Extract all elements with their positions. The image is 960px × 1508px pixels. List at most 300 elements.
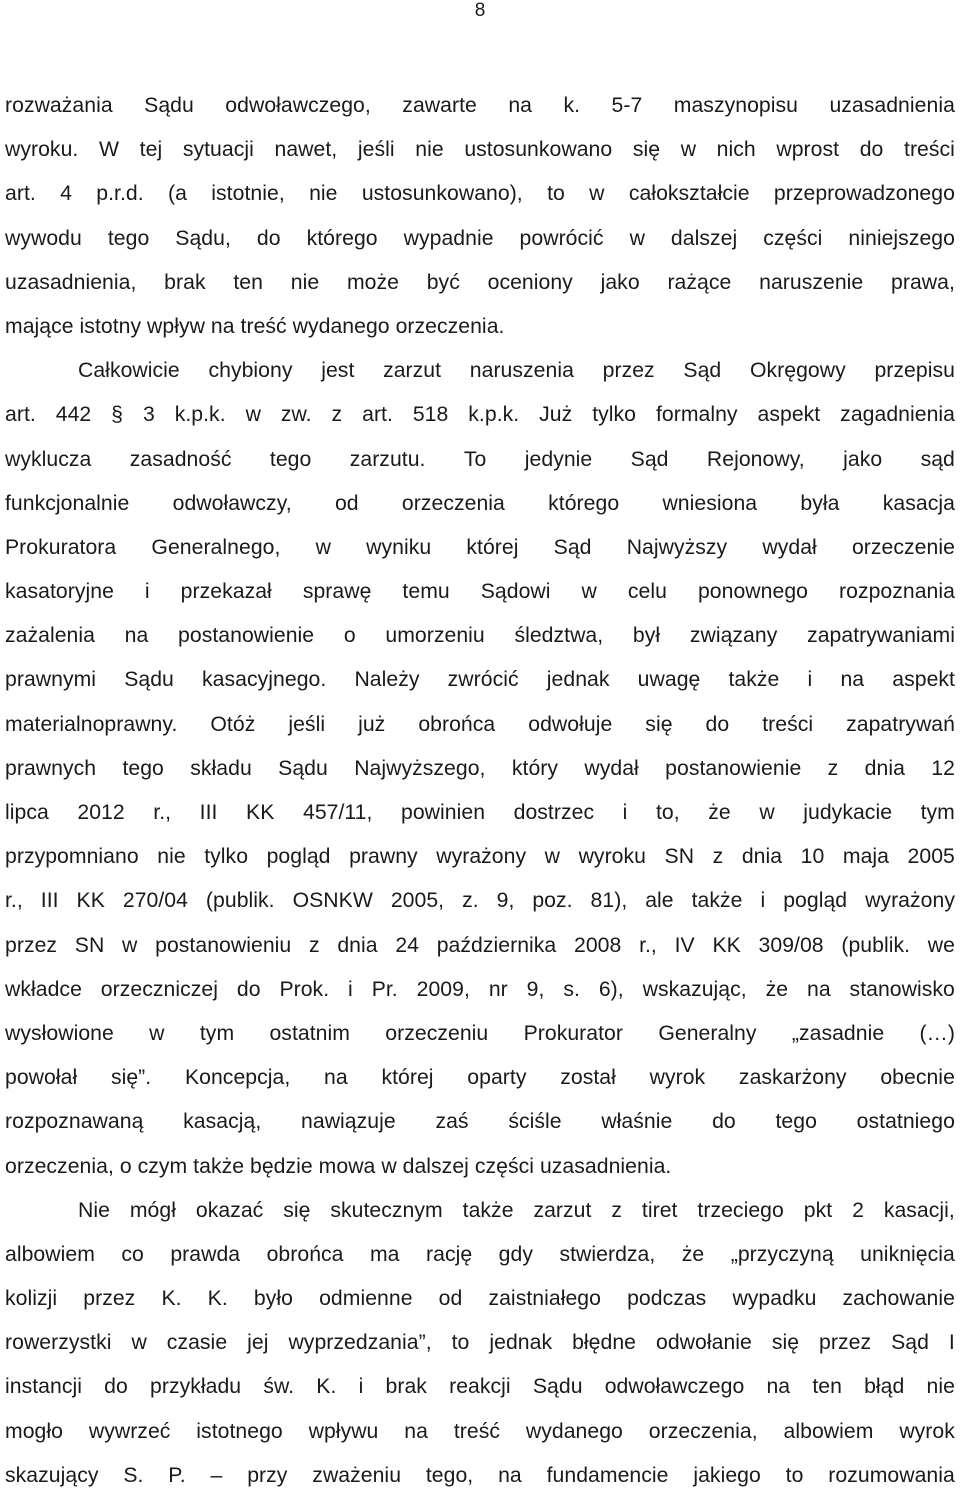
word: wydanego [525, 1419, 623, 1443]
word: aspekt [757, 403, 821, 427]
word: kolizji [5, 1287, 58, 1311]
word: wyroku [578, 845, 646, 869]
word: maja [842, 845, 889, 869]
word: Sądu [532, 1375, 583, 1399]
word: r., [639, 933, 657, 957]
word: (a [168, 182, 187, 206]
word: r., [153, 801, 172, 824]
word: nie [157, 845, 186, 869]
word: k.p.k. [174, 403, 226, 427]
word: Najwyższy [626, 535, 728, 559]
word: r., [5, 889, 23, 913]
word: może [346, 270, 399, 294]
word: Sądu [124, 668, 174, 692]
word: powołał [5, 1066, 78, 1090]
word: KK [246, 801, 275, 824]
word: art. [362, 403, 393, 427]
word: tylko [204, 845, 249, 869]
text-line [5, 934, 955, 978]
word: do [104, 1375, 128, 1399]
word: że [681, 1242, 705, 1266]
word: w [759, 801, 775, 824]
word: niniejszego [848, 226, 955, 250]
word: ten [812, 1375, 842, 1399]
word: powrócić [519, 226, 604, 250]
word: 5-7 [611, 94, 643, 117]
word: tego, [425, 1463, 474, 1487]
word: którego [306, 226, 378, 250]
word: odmienne [319, 1287, 413, 1311]
word: 4 [60, 182, 72, 206]
word: 270/04 [122, 889, 188, 913]
word: 9, [526, 977, 545, 1001]
word: uzasadnienia, [5, 270, 137, 294]
word: naruszenie [759, 270, 864, 294]
word: z [611, 1198, 623, 1222]
word: brak [164, 270, 206, 294]
word: odwoławczy, [172, 491, 292, 515]
word: 6), [598, 977, 624, 1001]
word: (…) [919, 1021, 955, 1045]
word: się [632, 138, 661, 162]
word: Najwyższego, [354, 756, 486, 780]
word: także [462, 1198, 514, 1222]
word: albowiem [783, 1419, 874, 1443]
word: OSNKW [292, 889, 373, 913]
word: Sądu [144, 94, 194, 117]
word: przez [602, 359, 655, 383]
text-line [5, 138, 955, 182]
word: zachowanie [842, 1287, 955, 1311]
word: której [381, 1066, 434, 1090]
word: wysłowione [5, 1021, 114, 1045]
word: instancji [5, 1375, 82, 1399]
word: czasie [166, 1331, 228, 1355]
word: k. [563, 94, 581, 117]
word: w [629, 226, 645, 250]
word: orzeczenia, [648, 1419, 758, 1443]
word: błędne [572, 1331, 637, 1355]
word: ściśle [508, 1110, 562, 1134]
word: Koncepcja, [184, 1066, 291, 1090]
word: funkcjonalnie [5, 491, 130, 515]
word: Sąd [630, 447, 669, 471]
word: jedynie [524, 447, 593, 471]
word: To [463, 447, 487, 471]
word: rozumowania [828, 1463, 955, 1487]
word: zaś [435, 1110, 469, 1134]
word: właśnie [601, 1110, 673, 1134]
text-line [5, 227, 955, 271]
word: że [708, 801, 731, 824]
word: jakiego [693, 1463, 761, 1487]
word: nie [415, 138, 444, 162]
word: stanowisko [849, 977, 955, 1001]
word: to [547, 182, 565, 206]
word: fundamencie [546, 1463, 669, 1487]
word: na [766, 1375, 791, 1399]
word: 2005 [907, 845, 955, 869]
word: w [544, 845, 561, 869]
word: w [589, 182, 605, 206]
text-line [5, 271, 955, 315]
word: Prokurator [523, 1021, 623, 1045]
word: ostatnim [269, 1021, 350, 1045]
word: I [948, 1331, 955, 1355]
word: Sąd [553, 535, 592, 559]
word: istotnego [196, 1419, 283, 1443]
word: jej [247, 1331, 269, 1355]
word: wypadnie [403, 226, 494, 250]
word: rozważania [5, 94, 113, 117]
word: K. [316, 1375, 337, 1399]
word: na [806, 977, 831, 1001]
word: zw. [280, 403, 312, 427]
word: pkt [803, 1198, 833, 1222]
word: wyrażony [436, 845, 527, 869]
word: kasacji, [883, 1198, 955, 1222]
word: okazać [195, 1198, 264, 1222]
word: od [334, 491, 359, 515]
word: temu [402, 580, 450, 604]
word: postanowienie [178, 624, 315, 648]
word: 2 [852, 1198, 864, 1222]
word: był [632, 624, 661, 648]
word: zarzut [533, 1198, 592, 1222]
word: wyniku [366, 535, 432, 559]
word: była [800, 491, 840, 515]
word: dostrzec [513, 801, 595, 824]
word: Sądu, [175, 226, 231, 250]
word: tylko [592, 403, 637, 427]
word: zaskarżony [738, 1066, 847, 1090]
word: zaistniałego [488, 1287, 601, 1311]
word: do [859, 138, 884, 162]
word: z [712, 845, 724, 869]
word: który [511, 756, 559, 780]
word: już [358, 712, 386, 736]
word: Sąd [683, 359, 722, 383]
word: formalny [655, 403, 738, 427]
word: Otóż [210, 712, 256, 736]
word: nie [309, 182, 338, 206]
word: zażalenia [5, 624, 95, 648]
word: 518 [412, 403, 449, 427]
word: na [498, 1463, 522, 1487]
word: k.p.k. [468, 403, 520, 427]
word: tego [269, 447, 312, 471]
document-body [5, 94, 955, 1508]
word: przeprowadzonego [773, 182, 955, 206]
word: wskazując, [642, 977, 747, 1001]
word: obrońca [418, 712, 496, 736]
word: skazujący [5, 1463, 99, 1487]
word: „zasadnie [791, 1021, 885, 1045]
text-line [5, 1110, 955, 1154]
word: wypadku [732, 1287, 817, 1311]
word: przykładu [150, 1375, 242, 1399]
word: podczas [627, 1287, 707, 1311]
word: treści [762, 712, 814, 736]
word: i [622, 801, 628, 824]
word: zagadnienia [840, 403, 955, 427]
word: orzeczniczej [100, 977, 218, 1001]
word: wydał [762, 535, 817, 559]
word: przepisu [874, 359, 955, 383]
word: obrońca [266, 1242, 344, 1266]
word: SN [664, 845, 695, 869]
word: chybiony [208, 359, 293, 383]
word: Sądowi [480, 580, 551, 604]
word: nr [488, 977, 508, 1001]
word: w [581, 580, 597, 604]
word: się”. [110, 1066, 152, 1090]
word: skutecznym [330, 1198, 443, 1222]
word: poz. [532, 889, 573, 913]
word: na [404, 1419, 428, 1443]
word: św. [263, 1375, 295, 1399]
word: odwoławczego, [225, 94, 371, 117]
word: uzasadnienia [829, 94, 955, 117]
word: III [199, 801, 218, 824]
word: Sądu [278, 756, 328, 780]
word: wniesiona [662, 491, 758, 515]
word: o [343, 624, 356, 648]
word: umorzeniu [385, 624, 485, 648]
word: w [245, 403, 261, 427]
word: ustosunkowano [464, 138, 613, 162]
word: do [705, 712, 730, 736]
word: wyrok [899, 1419, 955, 1443]
line-text: mające istotny wpływ na treść wydanego orzeczenia. [5, 314, 505, 338]
word: oparty [467, 1066, 527, 1090]
word: dalszej [670, 226, 738, 250]
text-line [5, 448, 955, 492]
word: naruszenia [469, 359, 574, 383]
word: 442 [55, 403, 92, 427]
word: Całkowicie [78, 359, 180, 383]
word: powinien [401, 801, 486, 824]
word: KK [712, 933, 741, 957]
word: orzeczenie [851, 535, 955, 559]
word: wprost [776, 138, 840, 162]
text-line [5, 1066, 955, 1110]
text-line [5, 315, 955, 359]
word: zawarte [402, 94, 477, 117]
word: 457/11, [302, 801, 373, 824]
text-line [5, 978, 955, 1022]
word: do [256, 226, 281, 250]
word: zasadność [129, 447, 232, 471]
text-line [5, 1375, 955, 1419]
word: odwoławczego [604, 1375, 745, 1399]
word: śledztwa, [514, 624, 604, 648]
word: pogląd [266, 845, 331, 869]
word: się [645, 712, 673, 736]
word: prawda [170, 1242, 241, 1266]
word: i [760, 889, 766, 913]
word: którego [548, 491, 620, 515]
text-line [5, 845, 955, 889]
word: to [451, 1331, 470, 1355]
word: uniknięcia [860, 1242, 955, 1266]
word: S. [123, 1463, 144, 1487]
word: tego [107, 226, 150, 250]
word: przez [5, 933, 58, 957]
word: art. [5, 182, 36, 206]
word: treść [453, 1419, 500, 1443]
word: to [785, 1463, 804, 1487]
word: stwierdza, [559, 1242, 656, 1266]
word: pogląd [783, 889, 848, 913]
word: jeśli [288, 712, 326, 736]
word: z [308, 933, 320, 957]
word: wywodu [5, 226, 82, 250]
word: (publik. [205, 889, 275, 913]
word: także [728, 668, 780, 692]
text-line [5, 1199, 955, 1243]
word: KK [76, 889, 105, 913]
word: trzeciego [697, 1198, 784, 1222]
word: także [691, 889, 743, 913]
word: materialnoprawny. [5, 712, 178, 736]
word: było [253, 1287, 293, 1311]
text-line [5, 624, 955, 668]
word: Pr. [371, 977, 398, 1001]
word: Rejonowy, [706, 447, 805, 471]
text-line [5, 359, 955, 403]
word: 10 [800, 845, 825, 869]
word: orzeczenia [401, 491, 505, 515]
word: albowiem [5, 1242, 95, 1266]
word: ustosunkowano), [361, 182, 523, 206]
word: wywrzeć [88, 1419, 171, 1443]
word: się [771, 1331, 800, 1355]
word: zapatrywań [846, 712, 955, 736]
word: to, [656, 801, 680, 824]
word: został [560, 1066, 616, 1090]
word: wyroku. [5, 138, 79, 162]
word: której [466, 535, 519, 559]
word: całokształcie [628, 182, 750, 206]
text-line [5, 1287, 955, 1331]
word: 9, [496, 889, 515, 913]
word: zwrócić [447, 668, 519, 692]
word: odwołanie [656, 1331, 752, 1355]
word: że [765, 977, 789, 1001]
word: Już [539, 403, 573, 427]
word: rowerzystki [5, 1331, 112, 1355]
word: przez [819, 1331, 872, 1355]
word: sytuacji [182, 138, 254, 162]
text-line [5, 1420, 955, 1464]
word: w [149, 1021, 165, 1045]
word: p.r.d. [96, 182, 144, 206]
word: 3 [142, 403, 155, 427]
word: ale [645, 889, 674, 913]
text-line [5, 668, 955, 712]
word: w [122, 933, 138, 957]
text-line [5, 580, 955, 624]
word: odwołuje [528, 712, 613, 736]
word: części [763, 226, 823, 250]
word: brak [385, 1375, 427, 1399]
word: kasatoryjne [5, 580, 114, 604]
text-line [5, 1243, 955, 1287]
word: ponownego [697, 580, 808, 604]
word: – [210, 1463, 223, 1487]
word: do [712, 1110, 736, 1134]
word: 2012 [77, 801, 125, 824]
word: K. [161, 1287, 182, 1311]
word: na [508, 94, 532, 117]
word: IV [674, 933, 695, 957]
word: uwagę [637, 668, 701, 692]
word: istotnie, [211, 182, 285, 206]
text-line [5, 403, 955, 447]
word: 2008 [574, 933, 622, 957]
word: co [121, 1242, 144, 1266]
word: ten [233, 270, 263, 294]
text-line [5, 492, 955, 536]
word: ma [369, 1242, 400, 1266]
word: kasacją, [183, 1110, 262, 1134]
word: z. [462, 889, 479, 913]
word: s. [563, 977, 580, 1001]
word: zarzutu. [349, 447, 426, 471]
word: prawny [349, 845, 418, 869]
word: na [324, 1066, 348, 1090]
word: października [436, 933, 557, 957]
word: P. [168, 1463, 186, 1487]
word: zarzut [383, 359, 442, 383]
word: mogło [5, 1419, 63, 1443]
word: W [98, 138, 120, 162]
word: kasacja [882, 491, 955, 515]
word: nie [926, 1375, 955, 1399]
word: wkładce [5, 977, 82, 1001]
word: rozpoznania [839, 580, 955, 604]
word: sąd [920, 447, 955, 471]
word: przy [247, 1463, 288, 1487]
word: tej [139, 138, 163, 162]
word: rację [426, 1242, 473, 1266]
word: nich [716, 138, 756, 162]
text-line [5, 94, 955, 138]
word: sprawę [302, 580, 372, 604]
word: dnia [741, 845, 783, 869]
text-line [5, 713, 955, 757]
word: w [315, 535, 331, 559]
word: na [124, 624, 149, 648]
word: tym [199, 1021, 235, 1045]
word: nawet, [274, 138, 338, 162]
word: judykacie [803, 801, 893, 824]
word: jako [843, 447, 883, 471]
word: od [438, 1287, 463, 1311]
word: art. [5, 403, 36, 427]
word: reakcji [449, 1375, 511, 1399]
word: SN [74, 933, 105, 957]
word: się [283, 1198, 311, 1222]
line-text: orzeczenia, o czym także będzie mowa w dalszej części uzasadnienia. [5, 1154, 672, 1178]
word: do [236, 977, 261, 1001]
word: prawnych [5, 756, 97, 780]
word: III [40, 889, 59, 913]
word: dnia [337, 933, 378, 957]
word: Prok. [279, 977, 330, 1001]
word: tego [122, 756, 164, 780]
